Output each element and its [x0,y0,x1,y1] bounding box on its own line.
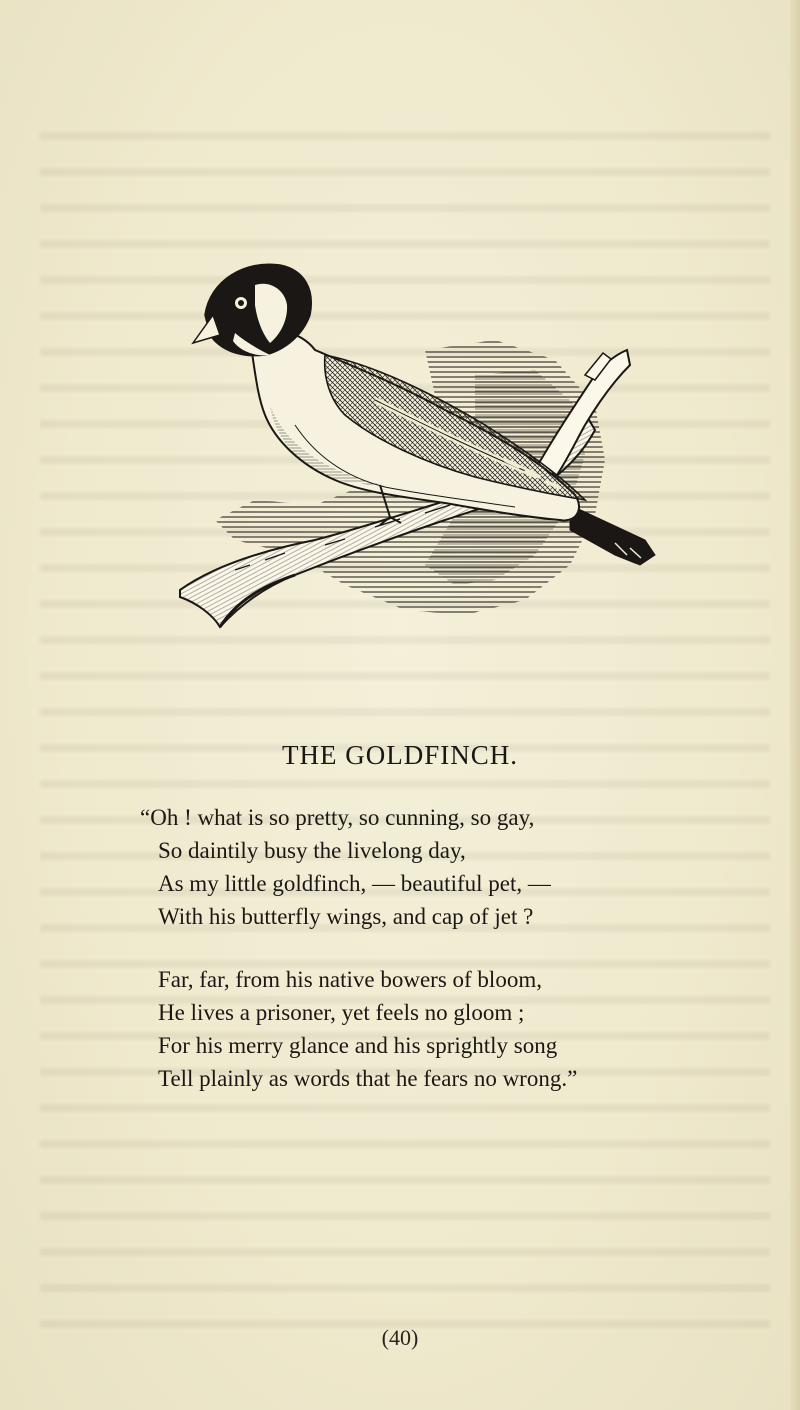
poem-line: With his butterfly wings, and cap of jet ? [158,904,534,929]
poem-line: Far, far, from his native bowers of bloom, [158,967,542,992]
page-edge [790,0,800,1410]
poem-title: THE GOLDFINCH. [282,740,518,770]
poem-line: He lives a prisoner, yet feels no gloom ; [158,1000,525,1025]
poem-line: As my little goldfinch, — beautiful pet, — [158,871,551,896]
goldfinch-engraving [175,255,665,640]
stanza-1 [140,801,720,933]
poem-line: Tell plainly as words that he fears no wrong.” [158,1066,578,1091]
poem-line: “Oh ! what is so pretty, so cunning, so gay, [140,805,535,830]
stanza-2 [140,963,720,1095]
page-number: (40) [381,1325,419,1350]
poem [140,801,720,1095]
poem-line: For his merry glance and his sprightly song [158,1033,558,1058]
poem-line: So daintily busy the livelong day, [158,838,466,863]
